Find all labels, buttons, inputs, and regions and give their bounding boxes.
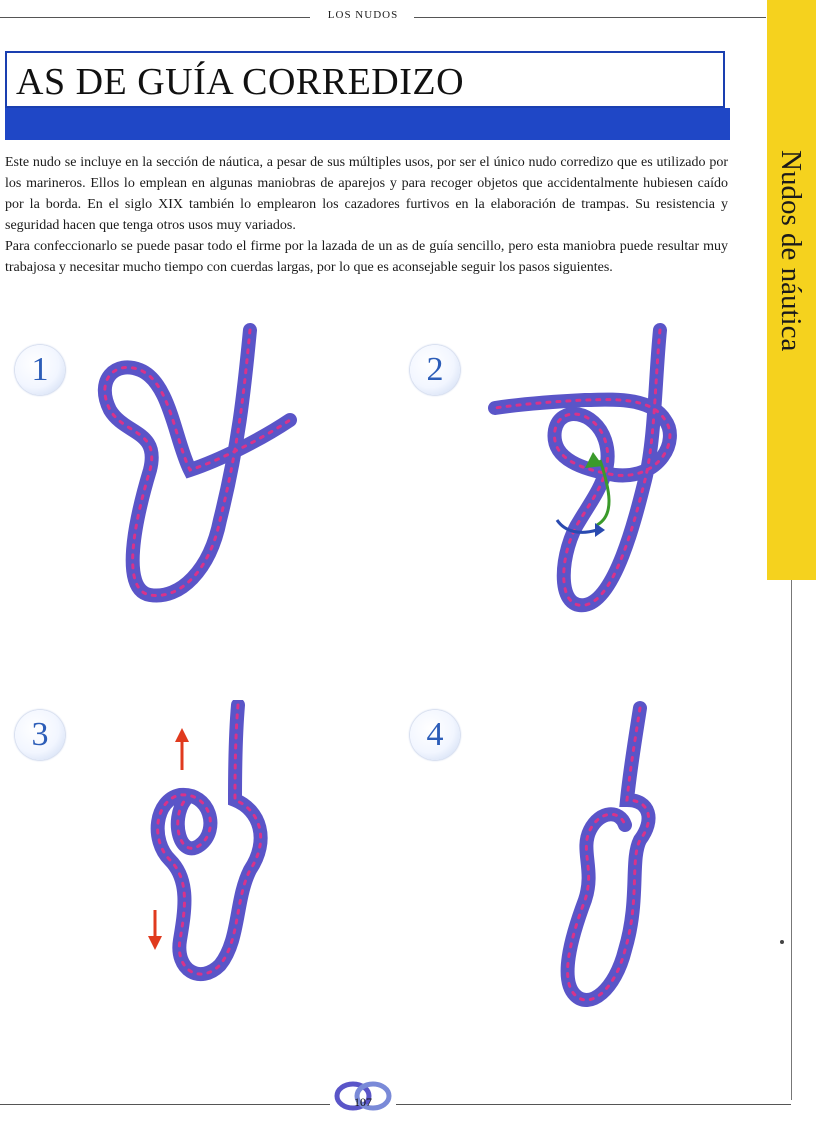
step-badge-4: 4 xyxy=(410,710,460,760)
title-bar xyxy=(5,108,730,140)
step-2-illustration xyxy=(485,320,705,620)
footer-rule-right xyxy=(396,1104,791,1105)
step-4-illustration xyxy=(545,700,685,1015)
step-badge-1: 1 xyxy=(15,345,65,395)
page-number: 107 xyxy=(354,1095,372,1109)
body-paragraph-2: Para confeccionarlo se puede pasar todo el firme por la lazada de un as de guía sencillo, pero esta maniobra puede resultar muy trabajosa y necesitar mucho tiempo con cuerdas largas, por lo que es aconsejable seguir los pasos siguientes. xyxy=(5,239,728,275)
step-badge-3: 3 xyxy=(15,710,65,760)
side-dot xyxy=(780,940,784,944)
step-3-illustration xyxy=(140,700,300,990)
step-badge-2: 2 xyxy=(410,345,460,395)
body-text xyxy=(5,152,728,278)
page-title: AS DE GUÍA CORREDIZO xyxy=(16,61,465,103)
running-head: LOS NUDOS xyxy=(327,9,399,21)
side-rule xyxy=(791,580,792,1100)
footer-rule-left xyxy=(0,1104,330,1105)
section-tab-label: Nudos de náutica xyxy=(775,150,807,352)
body-paragraph-1: Este nudo se incluye en la sección de náutica, a pesar de sus múltiples usos, por ser el único nudo corredizo que es utilizado por los marineros. Ellos lo emplean en algunas maniobras de aparejos y para recoger objetos que accidentalmente hubiesen caído por la borda. En el siglo XIX también lo emplearon los cazadores furtivos en la elaboración de trampas. Su resistencia y seguridad hacen que tenga otros usos muy variados. xyxy=(5,155,728,233)
title-box xyxy=(5,51,725,108)
step-1-illustration xyxy=(90,320,320,610)
